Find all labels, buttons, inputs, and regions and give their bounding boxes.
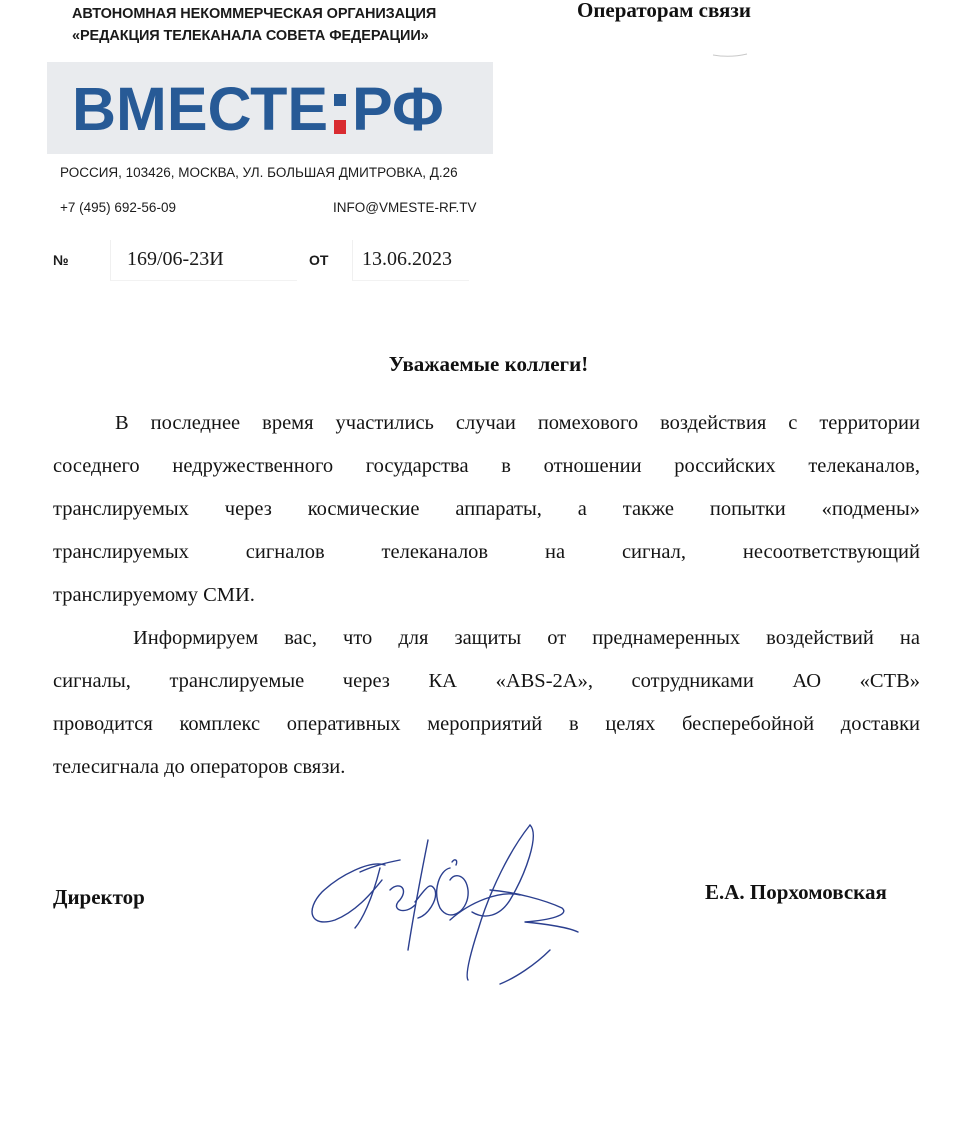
paragraph-line: телесигнала до операторов связи. bbox=[53, 756, 346, 778]
organization-address: РОССИЯ, 103426, МОСКВА, УЛ. БОЛЬШАЯ ДМИТРОВКА, Д.26 bbox=[60, 165, 458, 180]
logo-text-right: РФ bbox=[352, 75, 444, 143]
paragraph-line: Информируем вас, что для защиты от преднамеренных воздействий на bbox=[133, 627, 920, 649]
greeting: Уважаемые коллеги! bbox=[388, 352, 589, 376]
registration-row bbox=[50, 240, 470, 284]
logo-red-square bbox=[334, 120, 346, 134]
handwritten-signature bbox=[300, 820, 590, 985]
organization-phone: +7 (495) 692-56-09 bbox=[60, 200, 176, 215]
logo-separator-icon bbox=[334, 94, 346, 134]
number-label: № bbox=[53, 252, 69, 268]
signatory-name: Е.А. Порхомовская bbox=[705, 880, 887, 904]
paragraph-line: В последнее время участились случаи помехового воздействия с территории bbox=[115, 412, 920, 434]
scan-artifact bbox=[712, 52, 748, 58]
paragraph-line: сигналы, транслируемые через КА «ABS-2A», сотрудниками АО «СТВ» bbox=[53, 670, 920, 692]
addressee: Операторам связи bbox=[577, 0, 751, 22]
paragraph-line: транслируемому СМИ. bbox=[53, 584, 255, 606]
paragraph-line: проводится комплекс оперативных мероприятий в целях бесперебойной доставки bbox=[53, 713, 920, 735]
paragraph-line: соседнего недружественного государства в отношении российских телеканалов, bbox=[53, 455, 920, 477]
paragraph-line: транслируемых через космические аппараты, а также попытки «подмены» bbox=[53, 498, 920, 520]
logo-text-left: ВМЕСТЕ bbox=[72, 75, 329, 143]
organization-email: INFO@VMESTE-RF.TV bbox=[333, 200, 477, 215]
organization-name-line2: «РЕДАКЦИЯ ТЕЛЕКАНАЛА СОВЕТА ФЕДЕРАЦИИ» bbox=[72, 28, 429, 44]
logo-blue-square bbox=[334, 94, 346, 106]
document-date: 13.06.2023 bbox=[362, 248, 452, 270]
document-number: 169/06-23И bbox=[127, 248, 224, 270]
organization-name-line1: АВТОНОМНАЯ НЕКОММЕРЧЕСКАЯ ОРГАНИЗАЦИЯ bbox=[72, 6, 437, 22]
paragraph-1 bbox=[53, 402, 920, 617]
organization-name bbox=[72, 3, 436, 47]
paragraph-line: транслируемых сигналов телеканалов на сигнал, несоответствующий bbox=[53, 541, 920, 563]
signatory-role: Директор bbox=[53, 885, 145, 909]
date-label: ОТ bbox=[309, 252, 329, 268]
logo-vmeste-rf bbox=[72, 75, 444, 143]
paragraph-2 bbox=[53, 617, 920, 789]
